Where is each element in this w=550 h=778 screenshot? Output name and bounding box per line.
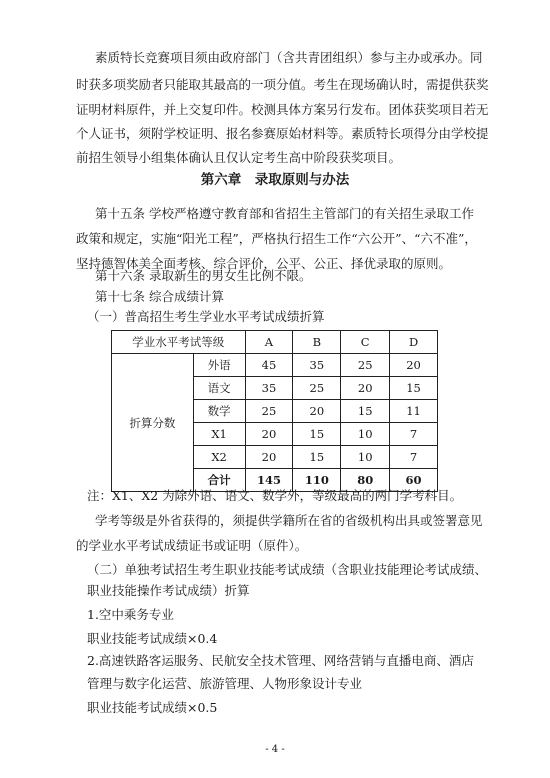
grade-header: C xyxy=(341,331,390,354)
score-cell: 15 xyxy=(390,377,438,400)
total-cell: 110 xyxy=(293,469,341,492)
paragraph-line: 证明材料原件，并上交复印件。校测具体方案另行发布。团体获奖项目若无 xyxy=(76,102,489,117)
subject-cell: 语文 xyxy=(193,377,245,400)
grade-header: A xyxy=(245,331,293,354)
chapter-title: 第六章 录取原则与办法 xyxy=(200,172,350,188)
section-2-title: 职业技能操作考试成绩）折算 xyxy=(87,583,250,598)
row-group-label: 折算分数 xyxy=(112,354,194,492)
table-header-row xyxy=(112,331,438,354)
score-cell: 15 xyxy=(293,446,341,469)
subject-cell: X2 xyxy=(193,446,245,469)
article-17: 第十七条 综合成绩计算 xyxy=(95,289,224,304)
paragraph-line: 时获多项奖励者只能取其最高的一项分值。考生在现场确认时，需提供获奖 xyxy=(76,77,489,92)
table-row xyxy=(112,354,438,377)
section-1-title: （一）普高招生考生学业水平考试成绩折算 xyxy=(87,309,325,324)
item-2-title: 管理与数字化运营、旅游管理、人物形象设计专业 xyxy=(87,676,363,691)
article-16: 第十六条 录取新生的男女生比例不限。 xyxy=(95,268,312,283)
total-cell: 145 xyxy=(245,469,293,492)
article-15-line: 坚持德智体美全面考核、综合评价，公平、公正、择优录取的原则。 xyxy=(76,256,452,271)
grade-header: B xyxy=(293,331,341,354)
paragraph-line: 前招生领导小组集体确认且仅认定考生高中阶段获奖项目。 xyxy=(76,150,402,165)
score-conversion-table xyxy=(111,330,438,492)
subject-cell: X1 xyxy=(193,423,245,446)
total-cell: 80 xyxy=(341,469,390,492)
grade-header: D xyxy=(390,331,438,354)
paragraph-line: 的学业水平考试成绩证书或证明（原件）。 xyxy=(76,538,308,553)
total-label: 合计 xyxy=(193,469,245,492)
article-15-line: 第十五条 学校严格遵守教育部和省招生主管部门的有关招生录取工作 xyxy=(95,206,474,221)
score-cell: 15 xyxy=(341,400,390,423)
item-1-title: 1.空中乘务专业 xyxy=(87,607,174,622)
item-1-formula: 职业技能考试成绩×0.4 xyxy=(87,631,218,646)
score-cell: 20 xyxy=(245,446,293,469)
score-cell: 35 xyxy=(245,377,293,400)
score-cell: 11 xyxy=(390,400,438,423)
score-cell: 10 xyxy=(341,446,390,469)
subject-cell: 数学 xyxy=(193,400,245,423)
total-cell: 60 xyxy=(390,469,438,492)
score-cell: 7 xyxy=(390,423,438,446)
article-15-line: 政策和规定，实施“阳光工程”，严格执行招生工作“六公开”、“六不准”， xyxy=(76,231,477,246)
section-2-title: （二）单独考试招生考生职业技能考试成绩（含职业技能理论考试成绩、 xyxy=(87,562,488,577)
score-cell: 20 xyxy=(245,423,293,446)
score-cell: 45 xyxy=(245,354,293,377)
score-cell: 10 xyxy=(341,423,390,446)
paragraph-line: 学考等级是外省获得的，须提供学籍所在省的省级机构出具或签署意见 xyxy=(95,513,483,528)
score-cell: 25 xyxy=(293,377,341,400)
score-cell: 20 xyxy=(390,354,438,377)
score-cell: 20 xyxy=(293,400,341,423)
score-cell: 35 xyxy=(293,354,341,377)
item-2-title: 2.高速铁路客运服务、民航安全技术管理、网络营销与直播电商、酒店 xyxy=(87,653,474,668)
subject-cell: 外语 xyxy=(193,354,245,377)
item-2-formula: 职业技能考试成绩×0.5 xyxy=(87,700,218,715)
score-cell: 15 xyxy=(293,423,341,446)
score-cell: 7 xyxy=(390,446,438,469)
paragraph-line: 个人证书，须附学校证明、报名参赛原始材料等。素质特长项得分由学校提 xyxy=(76,126,489,141)
page-number: - 4 - xyxy=(265,744,285,755)
paragraph-line: 素质特长竞赛项目须由政府部门（含共青团组织）参与主办或承办。同 xyxy=(95,50,483,65)
score-cell: 20 xyxy=(341,377,390,400)
score-cell: 25 xyxy=(245,400,293,423)
table-note: 注：X1、X2 为除外语、语文、数学外，等级最高的两门学考科目。 xyxy=(87,488,463,503)
score-cell: 25 xyxy=(341,354,390,377)
table-header-label: 学业水平考试等级 xyxy=(112,331,246,354)
